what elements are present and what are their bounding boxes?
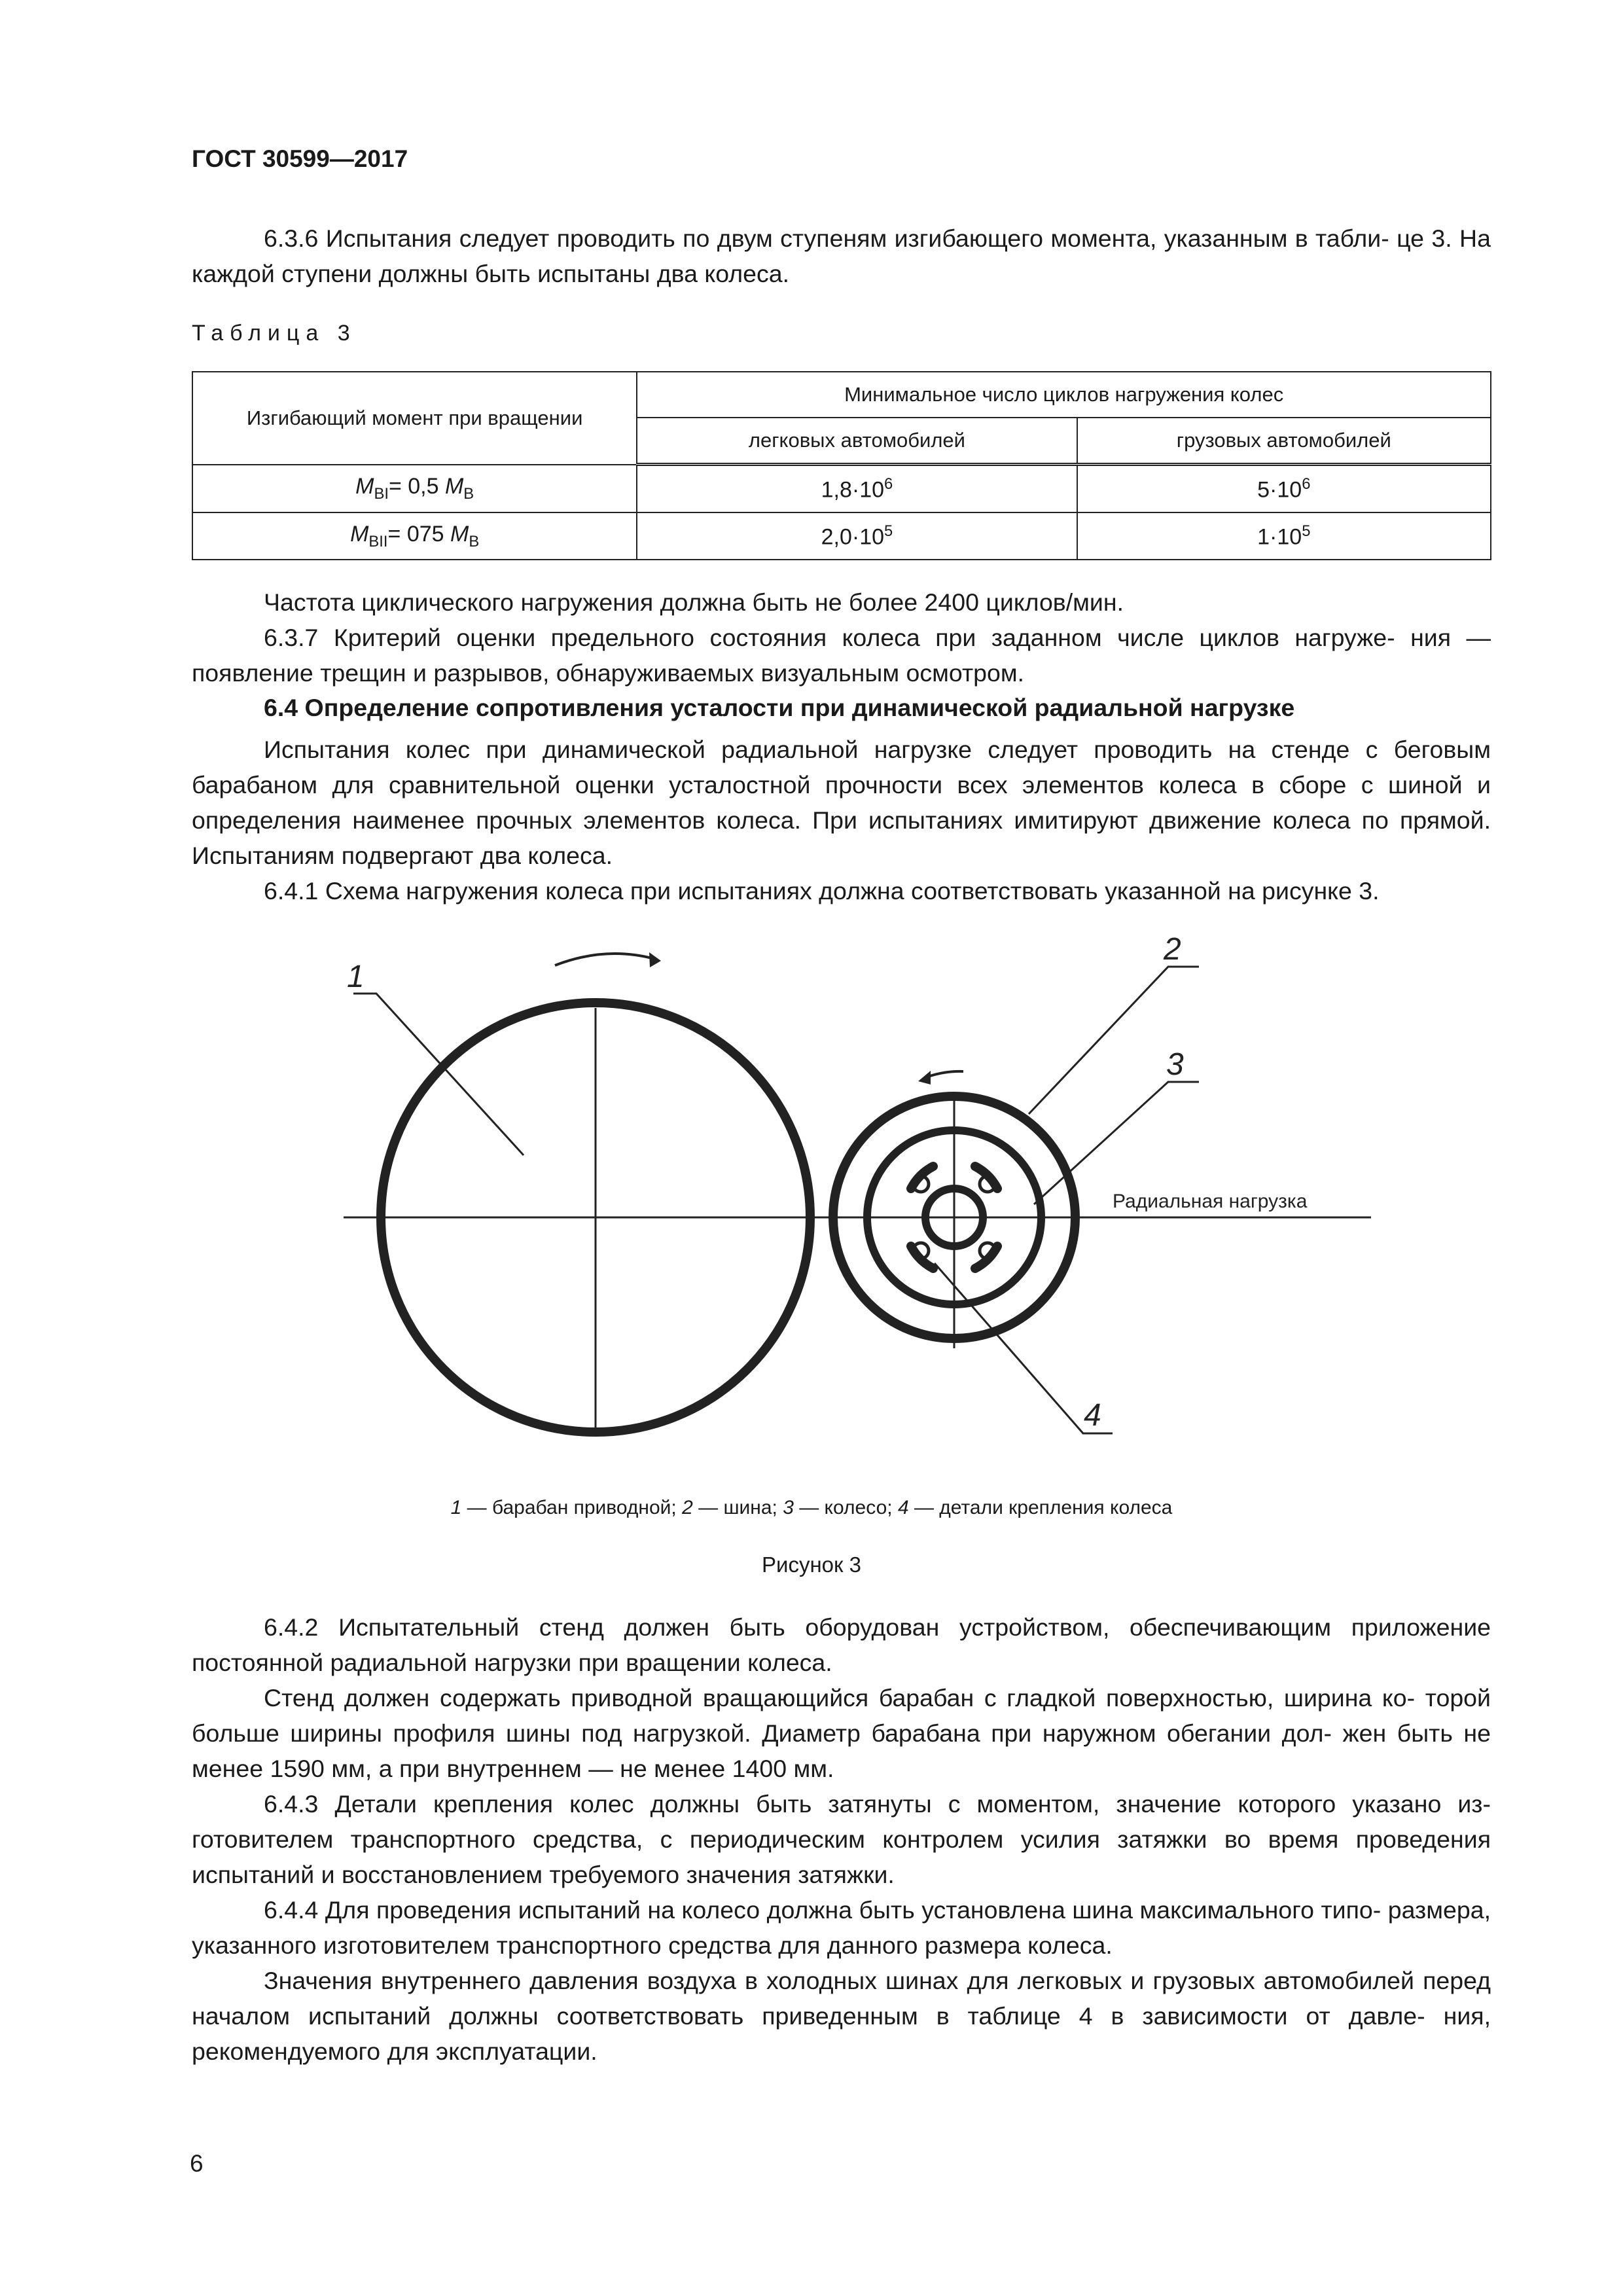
paragraph-text: Стенд должен содержать приводной вращающийся барабан с гладкой поверхностью, ширина ко- торой больше ширины профиля шины под нагрузкой. Диаметр барабана при наружном обегании дол- жен быть не менее 1590 мм, а при внутреннем — не менее 1400 мм.: [192, 1684, 1491, 1782]
paragraph-text: Испытания колес при динамической радиальной нагрузке следует проводить на стенде с беговым барабаном для сравнительной оценки усталостной прочности всех элементов колеса в сборе с шиной и определения наименее прочных элементов колеса. При испытаниях имитируют движение колеса по прямой. Испытаниям подвергают два колеса.: [192, 736, 1491, 869]
leader-line-2: [1029, 967, 1199, 1114]
paragraph-6-4-4: [192, 1892, 1491, 1963]
figure-3-legend: 1 — барабан приводной; 2 — шина; 3 — колесо; 4 — детали крепления колеса: [450, 1497, 1173, 1518]
paragraph-6-4-3: [192, 1786, 1491, 1892]
section-heading-6-4: 6.4 Определение сопротивления усталости при динамической радиальной нагрузке: [264, 694, 1295, 721]
paragraph-text: 6.4.2 Испытательный стенд должен быть оборудован устройством, обеспечивающим приложение постоянной радиальной нагрузки при вращении колеса.: [192, 1613, 1491, 1676]
paragraph-text: Частота циклического нагружения должна быть не более 2400 циклов/мин.: [264, 588, 1124, 616]
leader-line-3: [1034, 1082, 1199, 1204]
paragraph-text: 6.4.1 Схема нагружения колеса при испытаниях должна соответствовать указанной на рисунке 3.: [264, 877, 1380, 905]
col-header-trucks: грузовых автомобилей: [1077, 418, 1491, 465]
table-3-caption: Таблица 3: [192, 321, 357, 346]
moment-cell: $M_{BII}= 075$ $M_B$: [192, 512, 637, 560]
radial-load-label: Радиальная нагрузка: [1113, 1191, 1308, 1212]
col-header-cars: легковых автомобилей: [637, 418, 1077, 465]
page-number: 6: [190, 2150, 204, 2177]
drum-arrowhead: [649, 952, 661, 967]
col-group-header-cycles: Минимальное число циклов нагружения колес: [637, 372, 1491, 418]
label-2: 2: [1164, 932, 1181, 967]
document-code-header: ГОСТ 30599—2017: [192, 145, 408, 172]
col-header-bending-moment: Изгибающий момент при вращении: [192, 372, 637, 465]
paragraph-text: 6.4.3 Детали крепления колес должны быть затянуты с моментом, значение которого указано из- готовителем транспортного средства, с периодическим контролем усилия затяжки во время проведения испытаний и восстановлением требуемого значения затяжки.: [192, 1790, 1491, 1888]
trucks-cycles-cell: $5\cdot 10^6$: [1077, 465, 1491, 513]
figure-3-caption: Рисунок 3: [762, 1552, 861, 1577]
moment-cell: $M_{BI}= 0,5$ $M_B$: [192, 465, 637, 513]
paragraph-text: 6.3.6 Испытания следует проводить по двум ступеням изгибающего момента, указанным в табли- це 3. На каждой ступени должны быть испытаны два колеса.: [192, 224, 1491, 287]
cars-cycles-cell: $2,0\cdot 10^5$: [637, 512, 1077, 560]
paragraph-text: 6.4.4 Для проведения испытаний на колесо должна быть установлена шина максимального типо- размера, указанного изготовителем транспортного средства для данного размера колеса.: [192, 1896, 1491, 1959]
paragraph-stand: [192, 1680, 1491, 1786]
drum-rotation-arrow: [555, 954, 654, 965]
trucks-cycles-cell: $1\cdot 10^5$: [1077, 512, 1491, 560]
paragraph-pressure: [192, 1963, 1491, 2069]
label-4: 4: [1084, 1398, 1101, 1433]
paragraph-6-4-2: [192, 1609, 1491, 1680]
label-1: 1: [347, 960, 365, 994]
paragraph-text: Значения внутреннего давления воздуха в холодных шинах для легковых и грузовых автомобилей перед началом испытаний должны соответствовать приведенным в таблице 4 в зависимости от давле- ния, рекомендуемого для эксплуатации.: [192, 1967, 1491, 2065]
wheel-rotation-arrow: [928, 1071, 963, 1077]
paragraph-text: 6.3.7 Критерий оценки предельного состояния колеса при заданном числе циклов нагруже- ния — появление трещин и разрывов, обнаруживаемых визуальным осмотром.: [192, 624, 1491, 687]
label-3: 3: [1166, 1047, 1184, 1082]
wheel-arrowhead: [918, 1071, 931, 1085]
cars-cycles-cell: $1,8\cdot 10^6$: [637, 465, 1077, 513]
